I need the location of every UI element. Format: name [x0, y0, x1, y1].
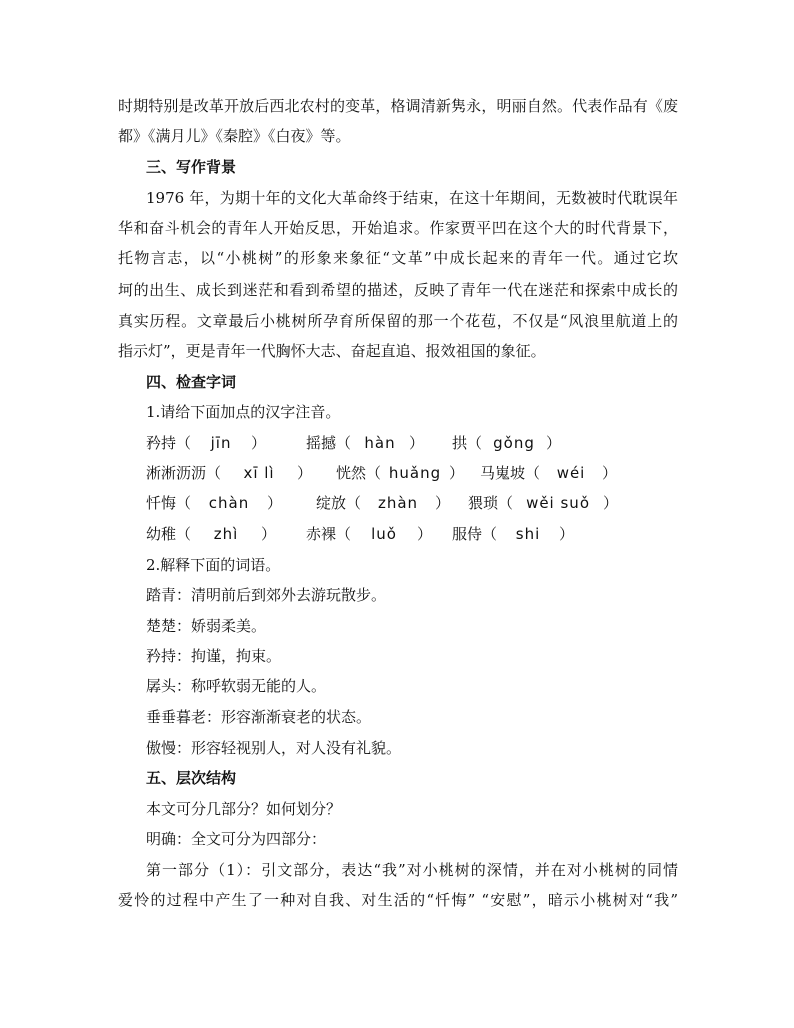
pinyin-word: 忏悔 [146, 494, 177, 512]
definition-6: 傲慢：形容轻视别人，对人没有礼貌。 [146, 739, 402, 757]
open-paren: （ [176, 525, 192, 543]
section5-heading: 五、层次结构 [146, 769, 237, 787]
open-paren: （ [346, 494, 362, 512]
pinyin-reading: shi [515, 525, 541, 543]
open-paren: （ [366, 464, 382, 482]
pinyin-item [316, 493, 450, 513]
open-paren: （ [482, 525, 498, 543]
pinyin-word: 绽放 [316, 494, 347, 512]
section5-part1-line-2: 爱怜的过程中产生了一种对自我、对生活的“忏悔” “安慰”，暗示小桃树对“我” [118, 891, 678, 909]
pinyin-word: 赤裸 [306, 525, 337, 543]
pinyin-reading: chàn [208, 494, 250, 512]
close-paren: ） [546, 434, 562, 452]
pinyin-reading: gǒng [493, 434, 535, 452]
pinyin-item [146, 433, 266, 453]
pinyin-reading: zhì [213, 525, 239, 543]
section3-line-3: 托物言志，以“小桃树”的形象来象征“文革”中成长起来的青年一代。通过它坎 [118, 249, 678, 267]
section3-line-4: 坷的出生、成长到迷茫和看到希望的描述，反映了青年一代在迷茫和探索中成长的 [118, 281, 678, 299]
pinyin-word: 摇撼 [306, 434, 337, 452]
pinyin-word: 服侍 [452, 525, 483, 543]
open-paren: （ [176, 434, 192, 452]
close-paren: ） [559, 525, 575, 543]
pinyin-reading: luǒ [371, 525, 397, 543]
close-paren: ） [251, 434, 267, 452]
pinyin-reading: xī lì [243, 464, 275, 482]
intro-line-1: 时期特别是改革开放后西北农村的变革，格调清新隽永，明丽自然。代表作品有《废 [118, 97, 678, 115]
section5-question: 本文可分几部分？如何划分？ [146, 800, 342, 818]
section5-answer: 明确：全文可分为四部分： [146, 830, 327, 848]
section3-line-5: 真实历程。文章最后小桃树所孕育所保留的那一个花苞，不仅是“风浪里航道上的 [118, 312, 678, 330]
pinyin-reading: zhàn [377, 494, 419, 512]
pinyin-item [146, 463, 312, 483]
intro-line-2: 都》《满月儿》《秦腔》《白夜》等。 [118, 127, 351, 145]
pinyin-word: 淅淅沥沥 [146, 464, 207, 482]
pinyin-reading: hàn [364, 434, 396, 452]
open-paren: （ [336, 434, 352, 452]
section4-question-2: 2.解释下面的词语。 [146, 556, 281, 574]
pinyin-word: 马嵬坡 [480, 464, 526, 482]
section3-line-6: 指示灯”，更是青年一代胸怀大志、奋起直追、报效祖国的象征。 [118, 342, 546, 360]
definition-1: 踏青：清明前后到郊外去游玩散步。 [146, 586, 387, 604]
pinyin-item [306, 524, 432, 544]
open-paren: （ [467, 434, 483, 452]
close-paren: ） [417, 525, 433, 543]
open-paren: （ [336, 525, 352, 543]
close-paren: ） [261, 525, 277, 543]
definition-2: 楚楚：娇弱柔美。 [146, 617, 267, 635]
close-paren: ） [435, 494, 451, 512]
section5-part1-line-1: 第一部分（1）：引文部分，表达“我”对小桃树的深情，并在对小桃树的同情 [146, 861, 678, 879]
pinyin-item [480, 463, 617, 483]
pinyin-word: 猥琐 [468, 494, 499, 512]
open-paren: （ [498, 494, 514, 512]
pinyin-item [452, 433, 561, 453]
pinyin-item [468, 493, 618, 513]
open-paren: （ [525, 464, 541, 482]
definition-4: 孱头：称呼软弱无能的人。 [146, 677, 327, 695]
pinyin-reading: jīn [210, 434, 232, 452]
definition-5: 垂垂暮老：形容渐渐衰老的状态。 [146, 708, 372, 726]
section3-heading: 三、写作背景 [146, 158, 237, 176]
pinyin-item [146, 524, 276, 544]
close-paren: ） [267, 494, 283, 512]
pinyin-item [336, 463, 464, 483]
pinyin-reading: huǎng [388, 464, 442, 482]
open-paren: （ [176, 494, 192, 512]
open-paren: （ [206, 464, 222, 482]
section3-line-2: 华和奋斗机会的青年人开始反思，开始追求。作家贾平凹在这个大的时代背景下， [118, 219, 678, 237]
pinyin-reading: wéi [556, 464, 586, 482]
close-paren: ） [603, 494, 619, 512]
pinyin-item [306, 433, 424, 453]
pinyin-item [146, 493, 282, 513]
pinyin-word: 拱 [452, 434, 468, 452]
section4-question-1: 1.请给下面加点的汉字注音。 [146, 403, 341, 421]
pinyin-word: 矜持 [146, 434, 177, 452]
pinyin-item [452, 524, 574, 544]
close-paren: ） [602, 464, 618, 482]
close-paren: ） [449, 464, 465, 482]
close-paren: ） [297, 464, 313, 482]
pinyin-word: 幼稚 [146, 525, 177, 543]
pinyin-reading: wěi suǒ [526, 494, 590, 512]
section4-heading: 四、检查字词 [146, 373, 237, 391]
pinyin-word: 恍然 [336, 464, 367, 482]
close-paren: ） [409, 434, 425, 452]
definition-3: 矜持：拘谨，拘束。 [146, 647, 282, 665]
section3-line-1: 1976 年，为期十年的文化大革命终于结束，在这十年期间，无数被时代耽误年 [146, 189, 678, 207]
